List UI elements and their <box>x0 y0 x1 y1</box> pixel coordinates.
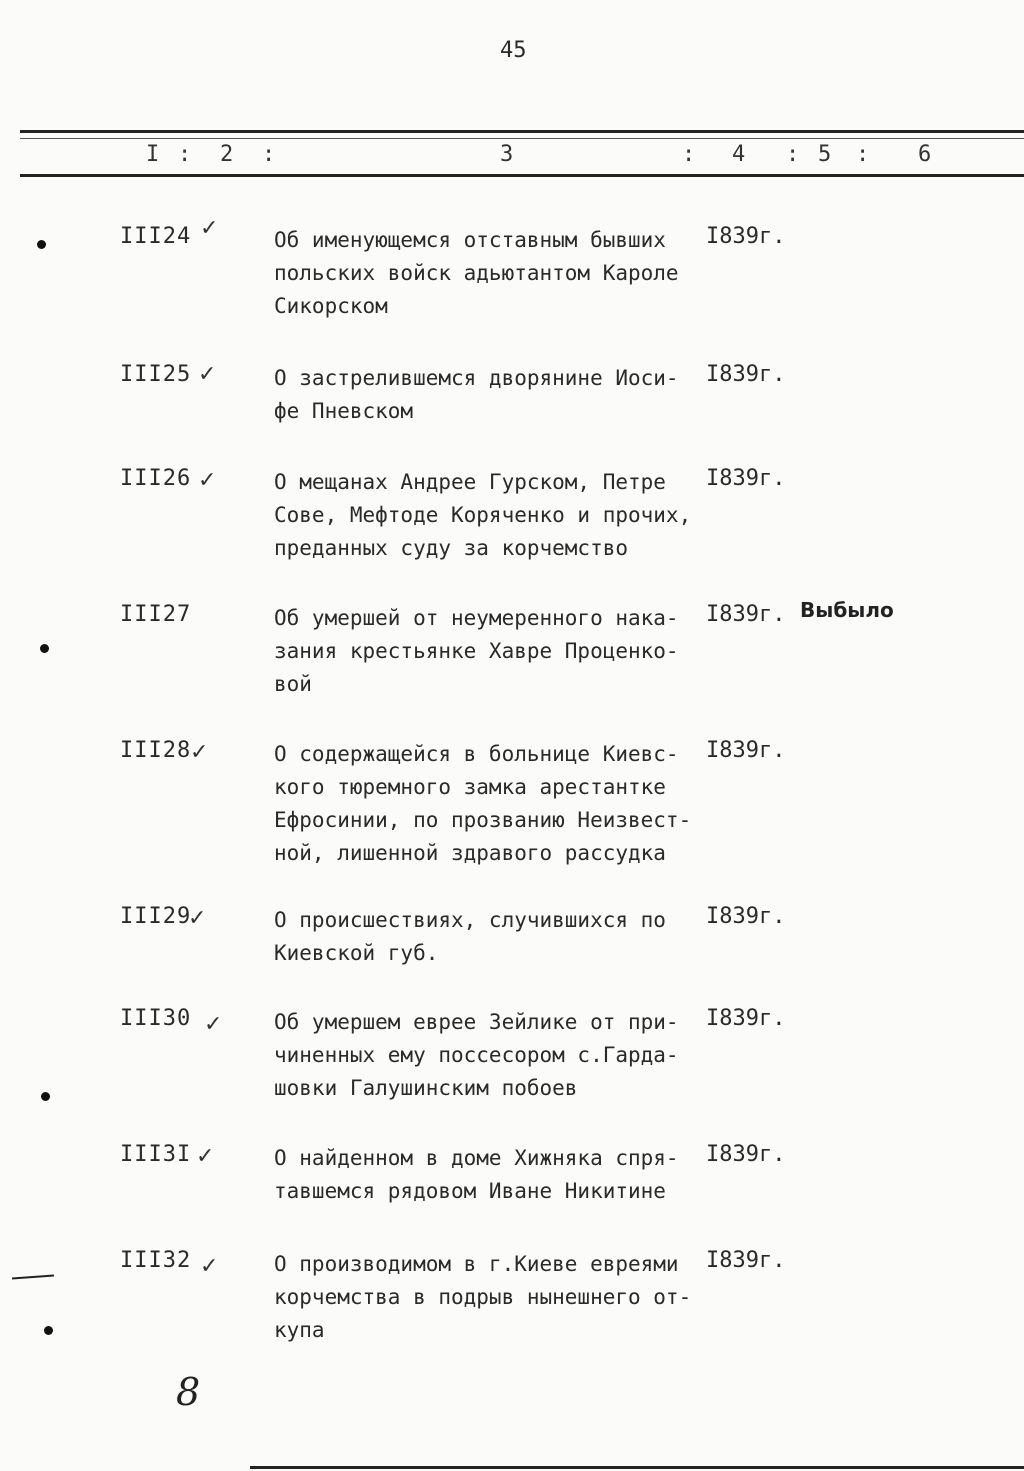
entry-title: О мещанах Андрее Гурском, Петре Сове, Мефтоде Коряченко и прочих, преданных суду за корчемство <box>274 470 692 560</box>
column-header-1: I <box>146 142 160 167</box>
column-separator: : <box>262 142 276 167</box>
entry-year: I839г. <box>706 224 786 249</box>
entry-number: III32 <box>120 1248 192 1273</box>
entry-number: III26 <box>120 466 192 491</box>
entry-number: III27 <box>120 602 192 627</box>
check-mark-icon: ✓ <box>198 362 217 387</box>
column-separator: : <box>786 142 800 167</box>
check-mark-icon: ✓ <box>188 906 207 931</box>
check-mark-icon: ✓ <box>200 216 219 241</box>
entry-year: I839г. <box>706 1006 786 1031</box>
check-mark-icon: ✓ <box>190 740 209 765</box>
entry-year: I839г. <box>706 602 786 627</box>
column-header-4: 4 <box>732 142 746 167</box>
header-rule-bottom <box>20 174 1024 177</box>
entry-number: III3I <box>120 1142 192 1167</box>
column-separator: : <box>682 142 696 167</box>
entry-title: О содержащейся в больнице Киевс- кого тюремного замка арестантке Ефросинии, по прозванию Неизвест- ной, лишенной здравого рассудка <box>274 742 692 865</box>
margin-dash <box>12 1275 54 1280</box>
punch-hole <box>44 1326 53 1335</box>
column-header-3: 3 <box>500 142 514 167</box>
entry-year: I839г. <box>706 904 786 929</box>
punch-hole <box>40 644 49 653</box>
entry-title: О производимом в г.Киеве евреями корчемства в подрыв нынешнего от- купа <box>274 1252 692 1342</box>
entry-year: I839г. <box>706 362 786 387</box>
entry-number: III29 <box>120 904 192 929</box>
check-mark-icon: ✓ <box>204 1012 223 1037</box>
entry-title: Об умершем еврее Зейлике от при- чиненных ему поссесором с.Гарда- шовки Галушинским побоев <box>274 1010 679 1100</box>
entry-title: Об именующемся отставным бывших польских войск адьютантом Кароле Сикорском <box>274 228 679 318</box>
punch-hole <box>41 1092 50 1101</box>
entry-year: I839г. <box>706 466 786 491</box>
column-separator: : <box>178 142 192 167</box>
entry-number: III28 <box>120 738 192 763</box>
header-rule-top <box>20 130 1024 133</box>
check-mark-icon: ✓ <box>196 1144 215 1169</box>
bottom-rule <box>250 1466 1024 1469</box>
check-mark-icon: ✓ <box>198 468 217 493</box>
handwritten-mark: 8 <box>176 1370 201 1414</box>
punch-hole <box>37 240 46 249</box>
page-number: 45 <box>500 38 527 63</box>
entry-title: Об умершей от неумеренного нака- зания крестьянке Хавре Проценко- вой <box>274 606 679 696</box>
column-header-2: 2 <box>220 142 234 167</box>
column-header-6: 6 <box>918 142 932 167</box>
entry-number: III24 <box>120 224 192 249</box>
entry-year: I839г. <box>706 1248 786 1273</box>
entry-year: I839г. <box>706 1142 786 1167</box>
entry-title: О происшествиях, случившихся по Киевской губ. <box>274 908 666 965</box>
entry-number: III25 <box>120 362 192 387</box>
entry-number: III30 <box>120 1006 192 1031</box>
entry-year: I839г. <box>706 738 786 763</box>
handwritten-note: Выбыло <box>800 598 894 622</box>
entry-title: О найденном в доме Хижняка спря- тавшемся рядовом Иване Никитине <box>274 1146 679 1203</box>
entry-title: О застрелившемся дворянине Иоси- фе Пневском <box>274 366 679 423</box>
check-mark-icon: ✓ <box>200 1254 219 1279</box>
column-separator: : <box>856 142 870 167</box>
column-header-5: 5 <box>818 142 832 167</box>
header-rule-top-thin <box>20 138 1024 139</box>
